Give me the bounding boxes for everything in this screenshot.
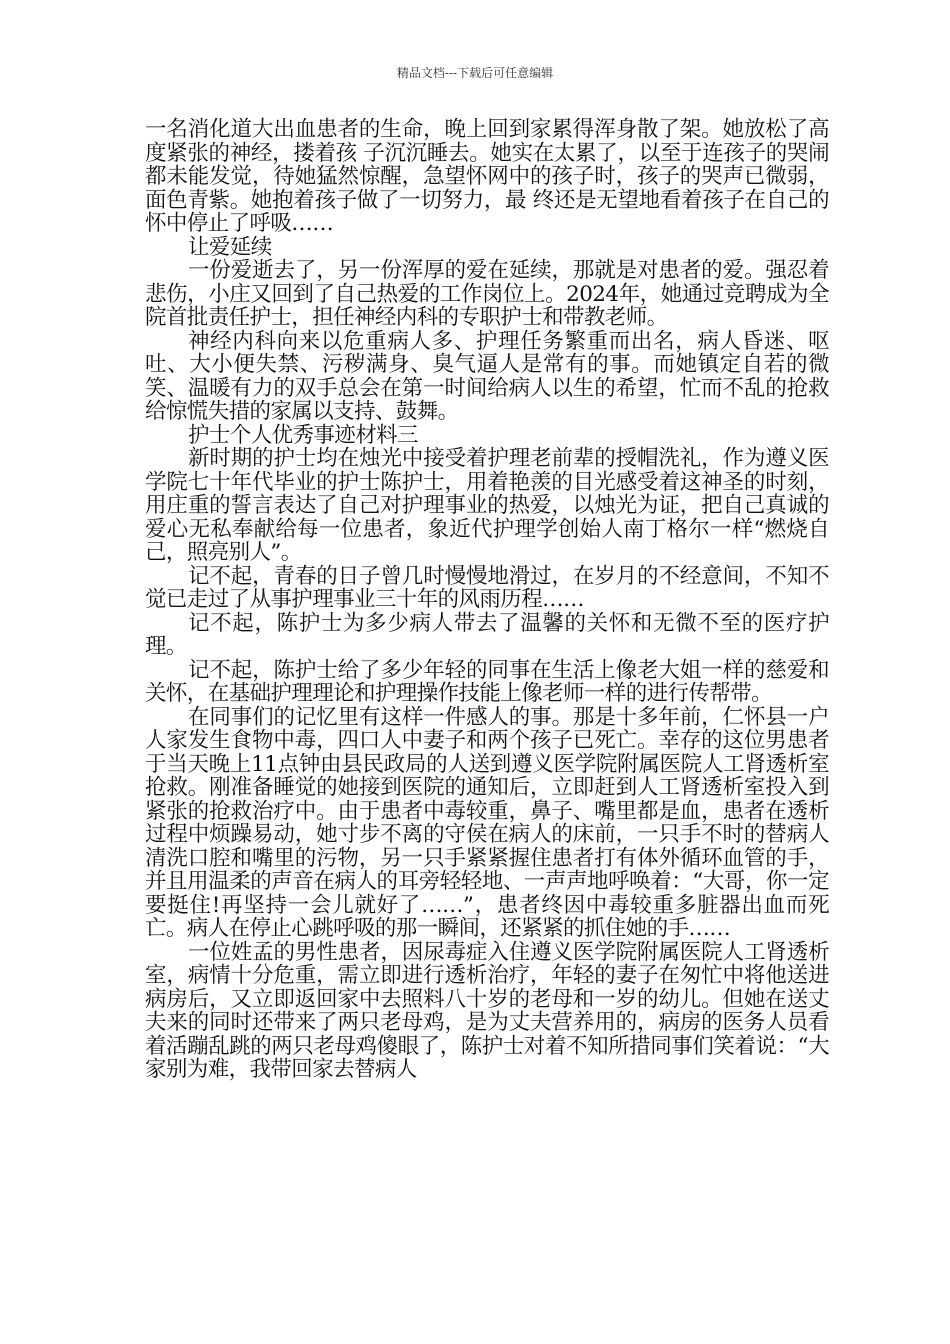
paragraph: 记不起，青春的日子曾几时慢慢地滑过，在岁月的不经意间，不知不觉已走过了从事护理事业三十年的风雨历程……: [145, 563, 829, 612]
paragraph: 一位姓孟的男性患者，因尿毒症入住遵义医学院附属医院人工肾透析室，病情十分危重，需立即进行透析治疗，年轻的妻子在匆忙中将他送进病房后，又立即返回家中去照料八十岁的老母和一岁的幼儿。但她在送丈夫来的同时还带来了两只老母鸡，是为丈夫营养用的，病房的医务人员看着活蹦乱跳的两只老母鸡傻眼了，陈护士对着不知所措同事们笑着说：“大家别为难，我带回家去替病人: [145, 939, 829, 1082]
paragraph: 神经内科向来以危重病人多、护理任务繁重而出名，病人昏迷、呕吐、大小便失禁、污秽满身、臭气逼人是常有的事。而她镇定自若的微笑、温暖有力的双手总会在第一时间给病人以生的希望，忙而不乱的抢救给惊慌失措的家属以支持、鼓舞。: [145, 328, 829, 424]
paragraph: 一份爱逝去了，另一份浑厚的爱在延续，那就是对患者的爱。强忍着悲伤，小庄又回到了自己热爱的工作岗位上。2024年，她通过竞聘成为全院首批责任护士，担任神经内科的专职护士和带教老师。: [145, 258, 829, 330]
section-heading: 护士个人优秀事迹材料三: [188, 422, 418, 448]
page-header: 精品文档---下载后可任意编辑: [396, 66, 554, 80]
document-body: [145, 118, 829, 1082]
paragraph: 一名消化道大出血患者的生命，晚上回到家累得浑身散了架。她放松了高度紧张的神经，搂着孩 子沉沉睡去。她实在太累了，以至于连孩子的哭闹都未能发觉，待她猛然惊醒，急望怀网中的孩子时，孩子的哭声已微弱，面色青紫。她抱着孩子做了一切努力，最 终还是无望地看着孩子在自己的怀中停止了呼吸……: [145, 117, 829, 236]
paragraph: 新时期的护士均在烛光中接受着护理老前辈的授帽洗礼，作为遵义医学院七十年代毕业的护士陈护士，用着艳羡的目光感受着这神圣的时刻，用庄重的誓言表达了自己对护理事业的热爱，以烛光为证，把自己真诚的爱心无私奉献给每一位患者，象近代护理学创始人南丁格尔一样“燃烧自己，照亮别人”。: [145, 446, 829, 565]
paragraph: 记不起，陈护士为多少病人带去了温馨的关怀和无微不至的医疗护理。: [145, 610, 829, 659]
paragraph: 在同事们的记忆里有这样一件感人的事。那是十多年前，仁怀县一户人家发生食物中毒，四口人中妻子和两个孩子已死亡。幸存的这位男患者于当天晚上11点钟由县民政局的人送到遵义医学院附属医院人工肾透析室抢救。刚准备睡觉的她接到医院的通知后，立即赶到人工肾透析室投入到紧张的抢救治疗中。由于患者中毒较重，鼻子、嘴里都是血，患者在透析过程中烦躁易动，她寸步不离的守侯在病人的床前，一只手不时的替病人清洗口腔和嘴里的污物，另一只手紧紧握住患者打有体外循环血管的手，并且用温柔的声音在病人的耳旁轻轻地、一声声地呼唤着：“大哥，你一定要挺住!再坚持一会儿就好了……”，患者终因中毒较重多脏器出血而死亡。病人在停止心跳呼吸的那一瞬间，还紧紧的抓住她的手……: [145, 704, 829, 941]
paragraph: 记不起，陈护士给了多少年轻的同事在生活上像老大姐一样的慈爱和关怀，在基础护理理论和护理操作技能上像老师一样的进行传帮带。: [145, 657, 829, 706]
section-heading: 让爱延续: [188, 234, 272, 260]
